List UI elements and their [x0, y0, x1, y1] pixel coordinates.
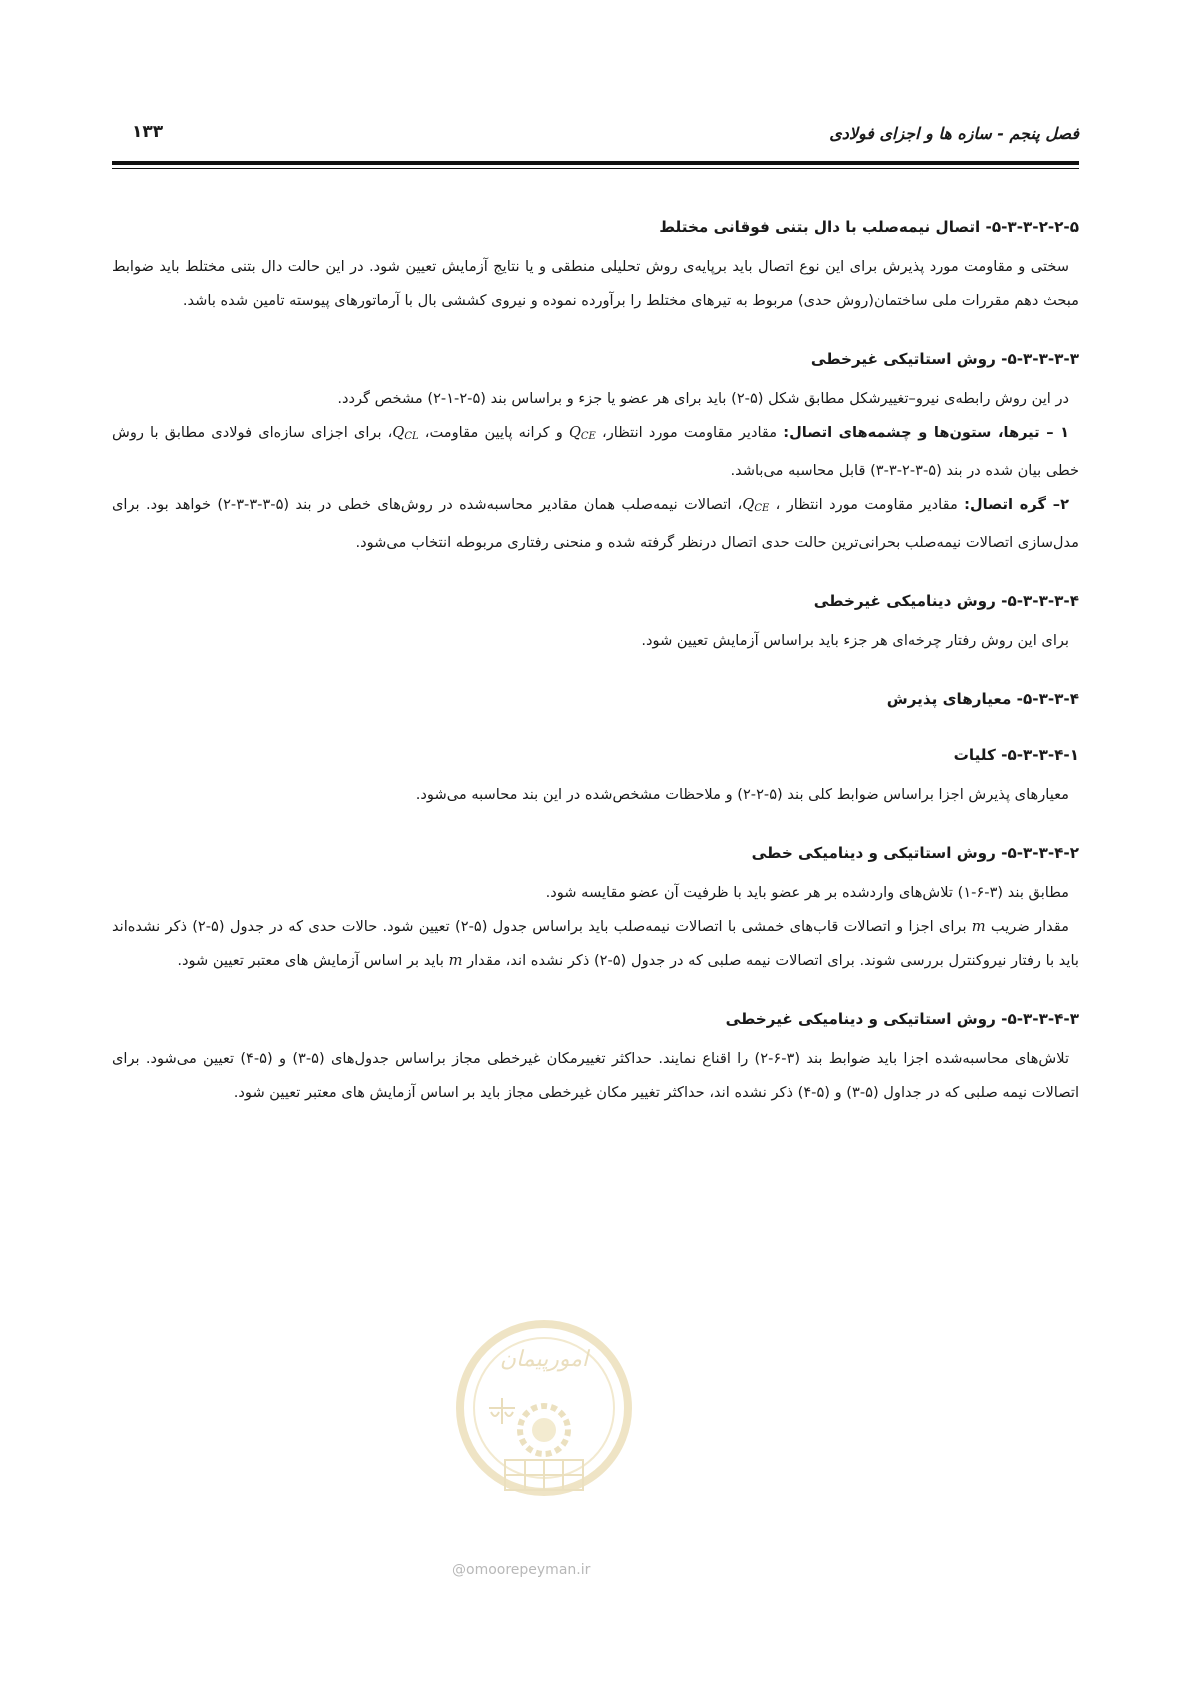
section-heading: ۵-۳-۳-۲-۲-۵- اتصال نیمه‌صلب با دال بتنی فوقانی مختلط [659, 218, 1079, 236]
paragraph-connection-node: ۲– گره اتصال: مقادیر مقاومت مورد انتظار ، $Q_{CE}،$ اتصالات نیمه‌صلب همان مقادیر محاسبه‌شده در روش‌های خطی در بند (۵-۳-۳-۳-۲) خواهد بود. برای مدل‌سازی اتصالات نیمه‌صلب بحرانی‌ترین حالت حدی اتصال درنظر گرفته شده و منحنی رفتاری مربوطه انتخاب می‌شود. [112, 496, 1079, 551]
watermark-logo-text: امورپیمان [499, 1347, 589, 1372]
q-cl-symbol: $Q_{CL}$ [392, 424, 419, 442]
header-rule-thin [112, 168, 1079, 169]
paragraph: سختی و مقاومت مورد پذیرش برای این نوع اتصال باید برپایه‌ی روش تحلیلی منطقی و یا نتایج آزمایش تعیین شود. در این حالت دال بتنی مختلط باید ضوابط مبحث دهم مقررات ملی ساختمان(روش حدی) مربوط به تیرهای مختلط را برآورده نموده و نیروی کششی بال با آرماتورهای پیوسته تامین شده باشد. [112, 258, 1079, 309]
watermark-logo [455, 1312, 633, 1512]
q-ce-symbol: $Q_{CE}$ [742, 496, 770, 514]
paragraph: برای این روش رفتار چرخه‌ای هر جزء باید براساس آزمایش تعیین شود. [641, 632, 1069, 649]
section-heading: ۵-۳-۳-۳-۴- روش دینامیکی غیرخطی [813, 592, 1079, 610]
section-heading: ۵-۳-۳-۴-۳- روش استاتیکی و دینامیکی غیرخطی [725, 1010, 1079, 1028]
watermark-url: @omoorepeyman.ir [452, 1562, 591, 1578]
section-heading: ۵-۳-۳-۴-۱- کلیات [953, 746, 1079, 764]
item-label: ۲– گره اتصال: [964, 496, 1070, 513]
q-ce-symbol: $Q_{CE}$ [568, 424, 596, 442]
paragraph: مطابق بند (۳-۶-۱) تلاش‌های واردشده بر هر عضو باید با ظرفیت آن عضو مقایسه شود. [545, 884, 1069, 901]
paragraph: معیارهای پذیرش اجزا براساس ضوابط کلی بند (۵-۲-۲) و ملاحظات مشخص‌شده در این بند محاسبه می‌شود. [415, 786, 1069, 803]
scales-icon [489, 1398, 515, 1424]
paragraph: در این روش رابطه‌ی نیرو–تغییرشکل مطابق شکل (۵-۲) باید برای هر عضو یا جزء و براساس بند (۵-۲-۱-۲) مشخص گردد. [337, 390, 1069, 407]
section-heading: ۵-۳-۳-۴- معیارهای پذیرش [886, 690, 1079, 708]
header-rule-thick [112, 161, 1079, 165]
paragraph-beams-columns: ۱ – تیرها، ستون‌ها و چشمه‌های اتصال: مقادیر مقاومت مورد انتظار، $Q_{CE}$ و کرانه پایین مقاومت، $Q_{CL}،$ برای اجزای سازه‌ای فولادی مطابق با روش خطی بیان شده در بند (۵-۳-۲-۳-۳) قابل محاسبه می‌باشد. [112, 424, 1079, 479]
m-symbol: m [971, 918, 986, 935]
gear-icon [520, 1406, 568, 1454]
page-header [112, 116, 1079, 144]
item-label: ۱ – تیرها، ستون‌ها و چشمه‌های اتصال: [783, 424, 1069, 441]
paragraph-m-factor: مقدار ضریب m برای اجزا و اتصالات قاب‌های خمشی با اتصالات نیمه‌صلب باید براساس جدول (۵-۲) تعیین شود. حالات حدی که در جدول (۵-۲) ذکر نشده‌اند باید با رفتار نیروکنترل بررسی شوند. برای اتصالات نیمه صلبی که در جدول (۵-۲) ذکر نشده اند، مقدار m باید بر اساس آزمایش های معتبر تعیین شود. [112, 918, 1079, 969]
m-symbol: m [448, 952, 463, 969]
section-heading: ۵-۳-۳-۳-۳- روش استاتیکی غیرخطی [810, 350, 1079, 368]
paragraph: تلاش‌های محاسبه‌شده اجزا باید ضوابط بند (۳-۶-۲) را اقناع نمایند. حداکثر تغییرمکان غیرخطی مجاز براساس جدول‌های (۵-۳) و (۵-۴) تعیین می‌شود. برای اتصالات نیمه صلبی که در جداول (۵-۳) و (۵-۴) ذکر نشده اند، حداکثر تغییر مکان غیرخطی مجاز باید بر اساس آزمایش های معتبر تعیین شود. [112, 1050, 1079, 1101]
document-body [112, 212, 1079, 1110]
chapter-title: فصل پنجم - سازه ها و اجزای فولادی [829, 124, 1079, 143]
section-heading: ۵-۳-۳-۴-۲- روش استاتیکی و دینامیکی خطی [751, 844, 1079, 862]
page-number: ۱۳۳ [132, 122, 164, 142]
